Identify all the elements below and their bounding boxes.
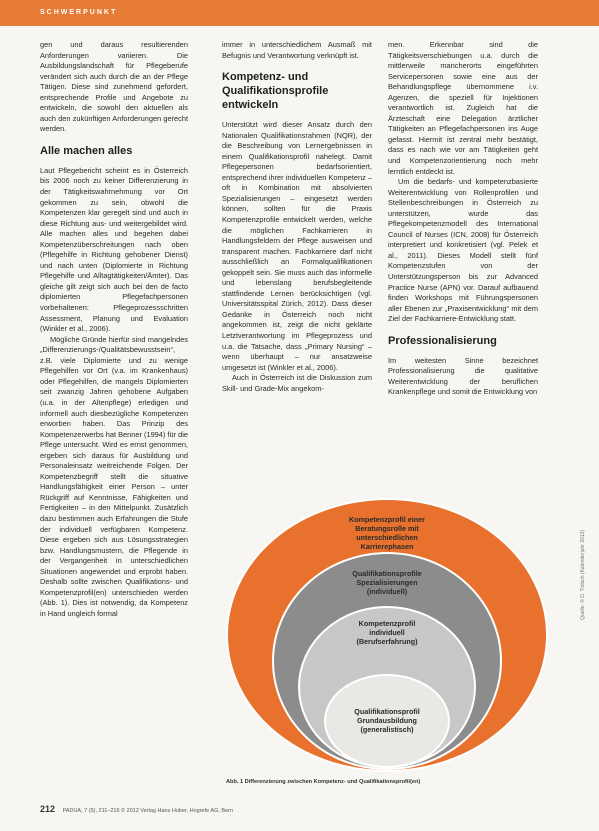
paragraph: Im weitesten Sinne bezeichnet Professionalisierung die qualitative Weiterentwicklung der beruflichen Krankenpflege und somit die Entwicklung von — [388, 355, 538, 397]
paragraph: Unterstützt wird dieser Ansatz durch den Nationalen Qualifikationsrahmen (NQR), der die Beschreibung von Lernergebnissen in einem Qualifikationsprofil nahelegt. Damit Pflegepersonen bedarfsorientiert, entsprechend ihrer individuellen Kompetenz – oft in Kombination mit absolvierten Spezialisierungen – eingesetzt werden können, sollten für die Praxis Kompetenzprofile entwickelt werden, welche die möglichen Fachkarrieren in Handlungsfeldern der Pflege ausweisen und transparent machen. Fachkarriere darf nicht ausschließlich an Formalqualifikationen gekoppelt sein. Sie muss auch das informelle und lebenslang berufsbegleitende stattfindende Lernen berücksichtigen (vgl. Universitätsspital Zürich, 2012). Dass dieser Gedanke in Österreich noch nicht angekommen ist, zeigt die nicht geklärte Letztverantwortung im Pflegeprozess und u.a. die Tatsache, dass „Primary Nursing“ – wenn überhaupt – nur ansatzweise umgesetzt ist (Winkler et al., 2006). — [222, 120, 372, 372]
paragraph: immer in unterschiedlichem Ausmaß mit Befugnis und Verantwortung verknüpft ist. — [222, 40, 372, 60]
ring-label-second: Qualifikationsprofile Spezialisierungen (individuell) — [352, 569, 422, 596]
column-1 — [40, 40, 188, 619]
figure-caption: Abb. 1 Differenzierung zwischen Kompetenz- und Qualifikationsprofil(en) — [226, 779, 421, 785]
figure-credit: Quelle: © D. Tintsch (Kalenderjahr 2013) — [580, 529, 586, 620]
paragraph: men. Erkennbar sind die Tätigkeitsverschiebungen u.a. durch die mittlerweile mancherorts eingeführten Servicepersonen sowie eine aus der Behandlungspflege übernommene i.v. Agenzen, die speziell für Injektionen verantwortlich ist. Zugleich hat die Ärzteschaft eine Delegation ärztlicher Tätigkeiten an Pflegefachpersonen ins Auge gefasst. Hiermit ist zentral mehr bestätigt, dass es nach wie vor am Tätigkeiten geht und Kompetenzorientierung noch mehr lerntlich entdeckt ist. — [388, 40, 538, 176]
ring-label-third: Kompetenzprofil individuell (Berufserfahrung) — [356, 619, 418, 646]
figure-competence-rings — [222, 495, 552, 775]
column-3 — [388, 40, 538, 398]
paragraph: Mögliche Gründe hierfür sind mangelndes „Differenzierungs-/Qualitätsbewusstsein“, z.B. viele Diplomierte und zu wenige Pflegehilfen vor Ort (v.a. im Krankenhaus) oder Pflegehilfen, die mangels Diplomierten seit zwanzig Jahren gehobene Aufgaben (u.a. in der Altenpflege) erledigen und informell auch diesbezügliche Kompetenzen erworben haben. Das Prinzip des Kompetenzerwerbs hat Benner (1994) für die Pflege untersucht. Wird es ernst genommen, ergeben sich daraus für Ausbildung und Personaleinsatz weitreichende Folgen. Der Kompetenzbegriff stellt die situative Handlungsfähigkeit einer Person – unter Rückgriff auf Kenntnisse, Fähigkeiten und Fertigkeiten – in den Mittelpunkt. Zusätzlich dazu bestimmen auch Erfahrungen die Stufe der individuell verfügbaren Kompetenz. Diese ergeben sich aus Lösungsstrategien bzw. Handlungsmustern, die Pflegende in der Vergangenheit in unterschiedlichen Situationen angewendet und erprobt haben. Deshalb sollte zwischen Qualifikations- und Kompetenzprofil(en) unterschieden werden (Abb. 1). Dies ist notwendig, da Kompetenz in Hand ungleich formal — [40, 334, 188, 618]
paragraph: Laut Pflegebericht scheint es in Österreich bis 2006 noch zu keiner Differenzierung in der Tätigkeitswahrnehmung vor Ort gekommen zu sein, obwohl die Kompetenzen klar geregelt sind und auch in diese Richtung aus- und weitergebildet wird. Alle machen alles und begehen dabei Kompetenzüberschreitungen nach oben (Pflegehilfe in Richtung gehobener Dienst) und nach unten (Diplomierte in Richtung Pflegehilfe und Alltagtätigkeiten/Ämter). Das gleiche gilt zeigt sich auch bei den de facto diplomierten Pflegefachpersonen vorbehaltenen: Pflegeprozessschritten Assessment, Planung und Evaluation (Winkler et al., 2006). — [40, 165, 188, 334]
paragraph: Um die bedarfs- und kompetenzbasierte Weiterentwicklung von Rollenprofilen und Stellenbeschreibungen in Österreich zu unterstützen, wurde das Pflegekompetenzmodell des International Council of Nurses (ICN, 2008) für Österreich interpretiert und konkretisiert (vgl. Pelek et al., 2011). Dieses Modell stellt fünf Kompetenzstufen von der Unterstützungsperson bis zur Advanced Practice Nurse (APN) vor. Darauf aufbauend finden Workshops mit Führungspersonen aller Ebenen zur „Praxisentwicklung“ mit dem Ziel der Fachkarriere-Entwicklung statt. — [388, 177, 538, 324]
section-heading: Kompetenz- und Qualifikationsprofile entwickeln — [222, 71, 329, 112]
section-heading: Professionalisierung — [388, 334, 497, 347]
section-heading: Alle machen alles — [40, 144, 133, 157]
page-footer — [40, 804, 233, 814]
column-2 — [222, 40, 372, 394]
page-number: 212 — [40, 804, 56, 814]
ring-label-outer: Kompetenzprofil einer Beratungsrolle mit unterschiedlichen Karrierephasen — [349, 515, 425, 551]
paragraph: gen und daraus resultierenden Anforderungen variieren. Die Ausbildungslandschaft für Pflegeberufe verändert sich auch durch die an der Pflege Tätigen. Diese sind zunehmend gefordert, entsprechende Profile und Angebote zu entwickeln, die sowohl den aktuellen als auch den zukünftigen Anforderungen gerecht werden. — [40, 40, 188, 134]
section-label: SCHWERPUNKT — [40, 9, 118, 16]
journal-citation: PADUA, 7 (5), 211–216 © 2012 Verlag Hans Huber, Hogrefe AG, Bern — [62, 808, 234, 814]
ring-label-inner: Qualifikationsprofil Grundausbildung (generalistisch) — [354, 707, 420, 734]
paragraph: Auch in Österreich ist die Diskussion zum Skill- und Grade-Mix angekom- — [222, 373, 372, 393]
